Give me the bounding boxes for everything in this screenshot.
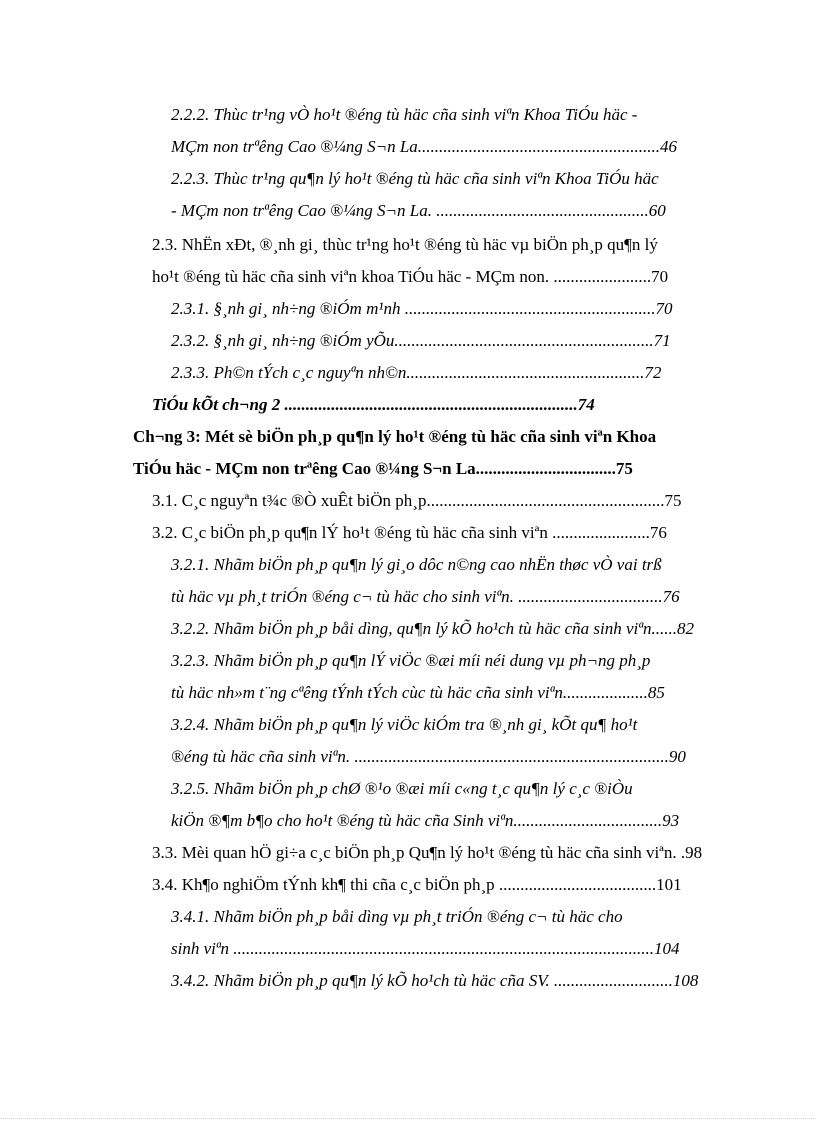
toc-line-chuong-3-a: Ch¬ng 3: Mét sè biÖn ph¸p qu¶n lý ho¹t ®éng tù häc cña sinh viªn Khoa (133, 427, 657, 446)
toc-line-3-2-2: 3.2.2. Nhãm biÖn ph¸p båi dìng, qu¶n lý kÕ ho¹ch tù häc cña sinh viªn......82 (171, 619, 694, 638)
toc-line-tieu-ket: TiÓu kÕt ch¬ng 2 .....................................................................74 (152, 395, 595, 414)
page-bottom-divider (0, 1118, 816, 1119)
toc-line-3-2-1-b: tù häc vµ ph¸t triÓn ®éng c¬ tù häc cho sinh viªn. ..................................76 (171, 587, 680, 606)
toc-line-3-2-4-a: 3.2.4. Nhãm biÖn ph¸p qu¶n lý viÖc kiÓm tra ®¸nh gi¸ kÕt qu¶ ho¹t (171, 715, 638, 734)
toc-line-2-3-a: 2.3. NhËn xÐt, ®¸nh gi¸ thùc tr¹ng ho¹t ®éng tù häc vµ biÖn ph¸p qu¶n lý (152, 235, 658, 254)
toc-line-3-4-2: 3.4.2. Nhãm biÖn ph¸p qu¶n lý kÕ ho¹ch tù häc cña SV. ............................108 (171, 971, 699, 990)
toc-line-3-2-1-a: 3.2.1. Nhãm biÖn ph¸p qu¶n lý gi¸o dôc n©ng cao nhËn thøc vÒ vai trß (171, 555, 662, 574)
toc-line-2-2-2-a: 2.2.2. Thùc tr¹ng vÒ ho¹t ®éng tù häc cña sinh viªn Khoa TiÓu häc - (171, 105, 638, 124)
toc-line-3-3: 3.3. Mèi quan hÖ gi÷a c¸c biÖn ph¸p Qu¶n lý ho¹t ®éng tù häc cña sinh viªn. .98 (152, 843, 703, 862)
toc-line-2-3-1: 2.3.1. §¸nh gi¸ nh÷ng ®iÓm m¹nh ...........................................................70 (171, 299, 673, 318)
toc-line-3-2-3-b: tù häc nh»m t¨ng cªêng tÝnh tÝch cùc tù häc cña sinh viªn....................85 (171, 683, 665, 702)
toc-line-3-2-3-a: 3.2.3. Nhãm biÖn ph¸p qu¶n lÝ viÖc ®æi míi néi dung vµ ph¬ng ph¸p (171, 651, 651, 670)
toc-line-3-4: 3.4. Kh¶o nghiÖm tÝnh kh¶ thi cña c¸c biÖn ph¸p .....................................101 (152, 875, 682, 894)
toc-line-3-2-5-b: kiÖn ®¶m b¶o cho ho¹t ®éng tù häc cña Sinh viªn...................................93 (171, 811, 680, 830)
toc-line-2-3-b: ho¹t ®éng tù häc cña sinh viªn khoa TiÓu häc - MÇm non. .......................70 (152, 267, 669, 286)
toc-line-2-3-2: 2.3.2. §¸nh gi¸ nh÷ng ®iÓm yÕu.............................................................71 (171, 331, 671, 350)
toc-line-3-2-4-b: ®éng tù häc cña sinh viªn. ..........................................................................90 (171, 747, 686, 766)
toc-line-2-2-3-a: 2.2.3. Thùc tr¹ng qu¶n lý ho¹t ®éng tù häc cña sinh viªn Khoa TiÓu häc (171, 169, 659, 188)
toc-line-3-2-5-a: 3.2.5. Nhãm biÖn ph¸p chØ ®¹o ®æi míi c«ng t¸c qu¶n lý c¸c ®iÒu (171, 779, 633, 798)
toc-line-3-4-1-b: sinh viªn ...................................................................................................104 (171, 939, 680, 958)
toc-line-2-3-3: 2.3.3. Ph©n tÝch c¸c nguyªn nh©n........................................................72 (171, 363, 662, 382)
toc-line-3-2: 3.2. C¸c biÖn ph¸p qu¶n lÝ ho¹t ®éng tù häc cña sinh viªn .......................76 (152, 523, 667, 542)
toc-line-2-2-2-b: MÇm non trªêng Cao ®¼ng S¬n La.........................................................46 (171, 137, 678, 156)
toc-line-3-1: 3.1. C¸c nguyªn t¾c ®Ò xuÊt biÖn ph¸p........................................................75 (152, 491, 682, 510)
toc-line-2-2-3-b: - MÇm non trªêng Cao ®¼ng S¬n La. ..................................................60 (171, 201, 666, 220)
toc-line-3-4-1-a: 3.4.1. Nhãm biÖn ph¸p båi dìng vµ ph¸t triÓn ®éng c¬ tù häc cho (171, 907, 623, 926)
toc-line-chuong-3-b: TiÓu häc - MÇm non trªêng Cao ®¼ng S¬n La.................................75 (133, 459, 633, 478)
